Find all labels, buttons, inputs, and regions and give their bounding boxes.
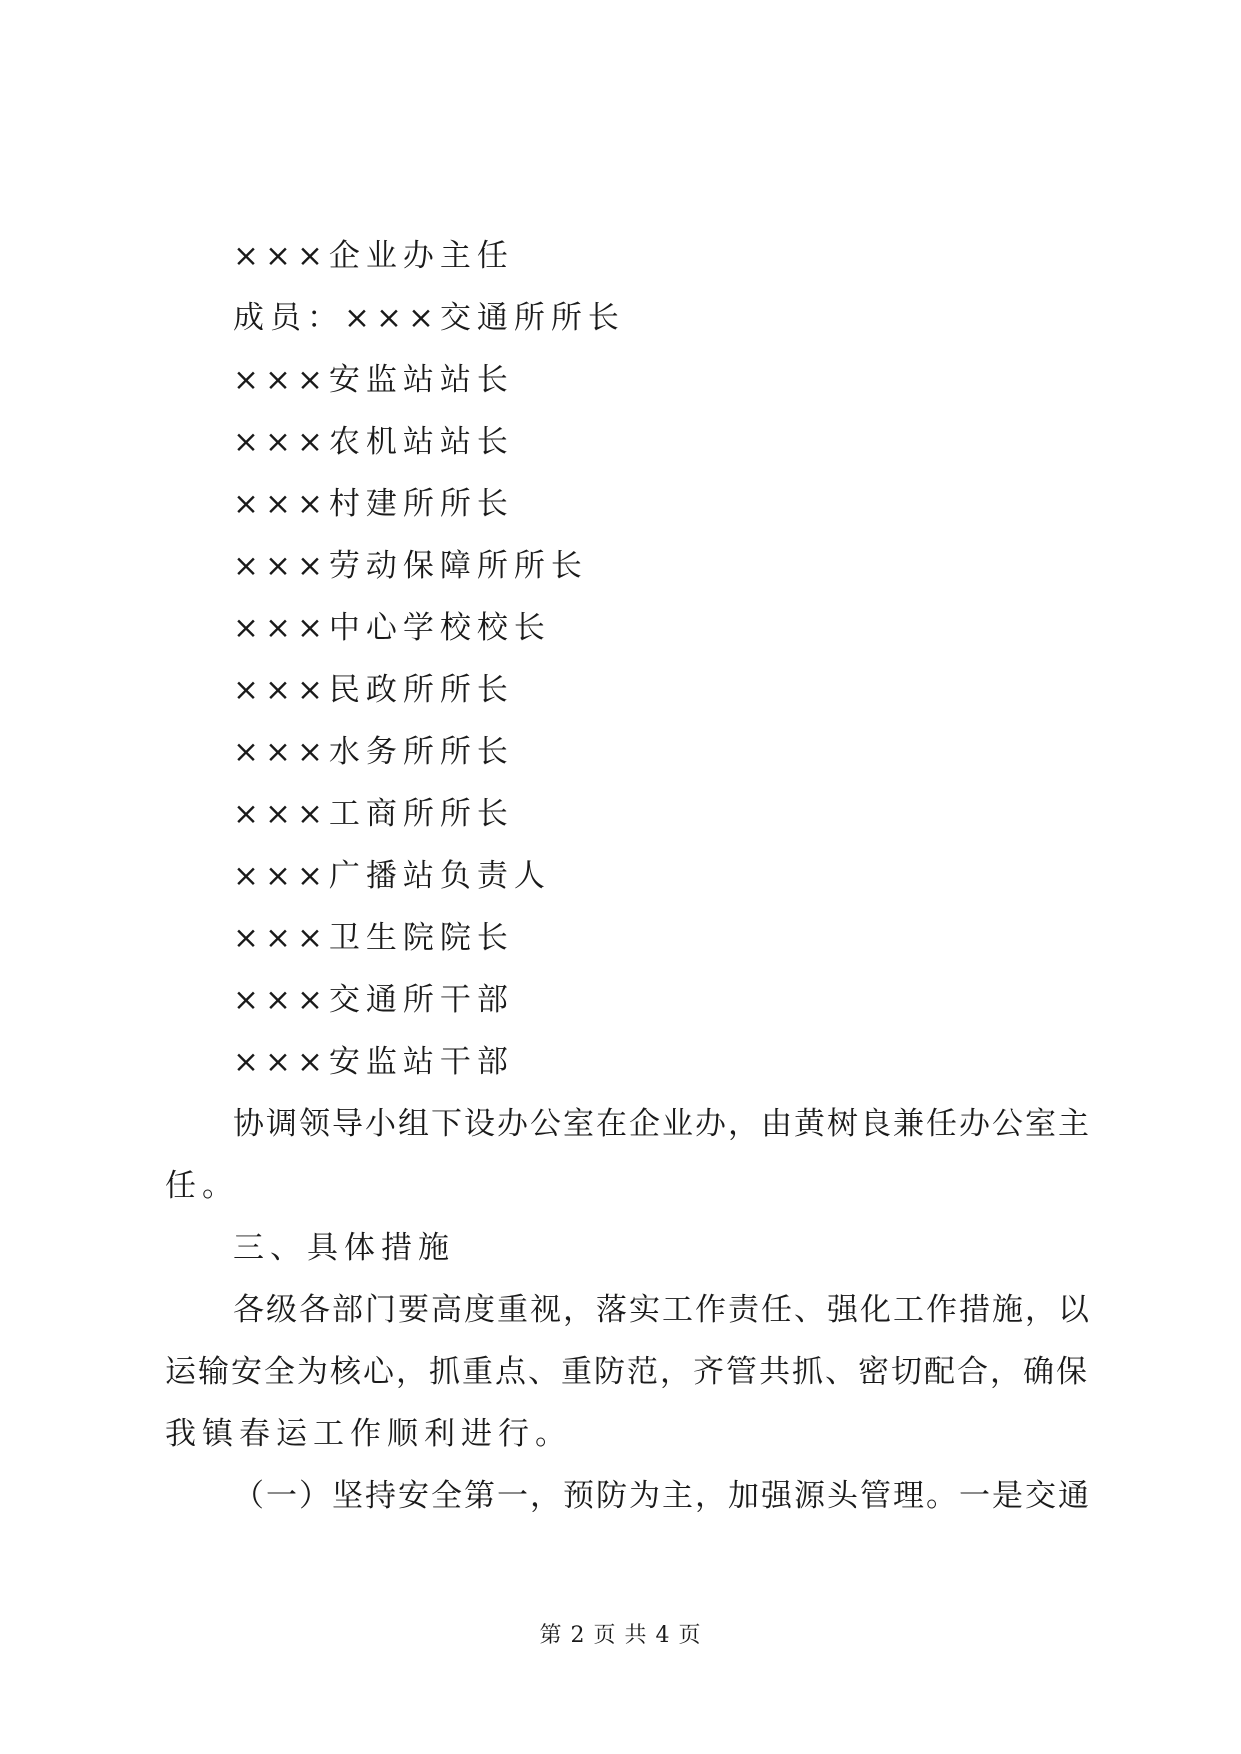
member-line-safety-cadre: ×××安监站干部 <box>233 1044 514 1080</box>
member-line-water-affairs: ×××水务所所长 <box>233 734 514 770</box>
office-paragraph-line-1: 协调领导小组下设办公室在企业办，由黄树良兼任办公室主 <box>233 1106 1091 1142</box>
section-heading: 三、具体措施 <box>233 1230 455 1266</box>
measures-paragraph-line-3: 我镇春运工作顺利进行。 <box>165 1416 572 1452</box>
member-line-village-construction: ×××村建所所长 <box>233 486 514 522</box>
member-line-industry-commerce: ×××工商所所长 <box>233 796 514 832</box>
first-measure-paragraph-line-1: （一）坚持安全第一，预防为主，加强源头管理。一是交通 <box>233 1478 1091 1514</box>
member-line-labor-security: ×××劳动保障所所长 <box>233 548 588 584</box>
member-line-civil-affairs: ×××民政所所长 <box>233 672 514 708</box>
member-line-agri-machinery: ×××农机站站长 <box>233 424 514 460</box>
member-line-transport-cadre: ×××交通所干部 <box>233 982 514 1018</box>
member-line-central-school: ×××中心学校校长 <box>233 610 551 646</box>
members-label-line: 成员：×××交通所所长 <box>233 300 625 336</box>
measures-paragraph-line-2: 运输安全为核心，抓重点、重防范，齐管共抓、密切配合，确保 <box>165 1354 1089 1390</box>
member-line-health-center: ×××卫生院院长 <box>233 920 514 956</box>
measures-paragraph-line-1: 各级各部门要高度重视，落实工作责任、强化工作措施，以 <box>233 1292 1091 1328</box>
page-number-footer: 第 2 页 共 4 页 <box>539 1623 702 1648</box>
member-line-enterprise-office: ×××企业办主任 <box>233 238 514 274</box>
member-line-broadcast-station: ×××广播站负责人 <box>233 858 551 894</box>
office-paragraph-line-2: 任。 <box>165 1168 239 1204</box>
member-line-safety-station: ×××安监站站长 <box>233 362 514 398</box>
